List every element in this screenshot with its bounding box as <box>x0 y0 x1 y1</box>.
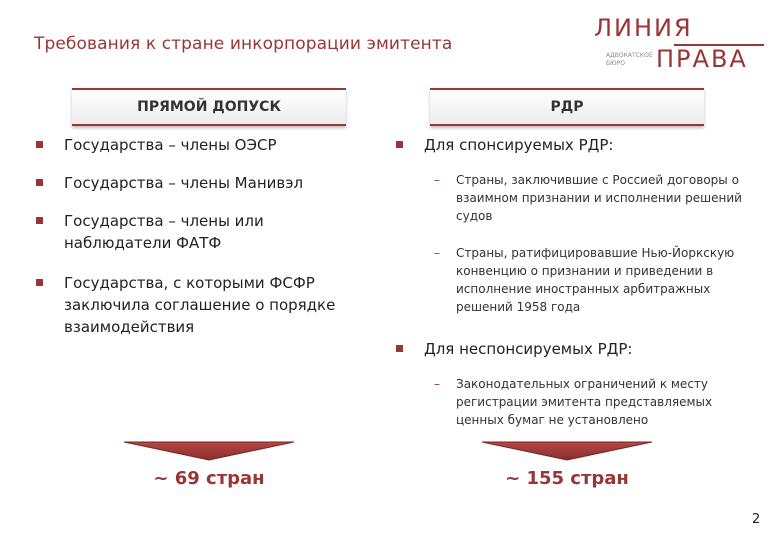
right-count-box <box>482 440 652 500</box>
bullet-marker-icon <box>36 179 43 186</box>
dash-marker-icon: – <box>434 246 440 260</box>
right-sub-bullet-text: Законодательных ограничений к месту регистрации эмитента представляемых ценных бумаг не установлено <box>456 377 713 427</box>
slide-title: Требования к стране инкорпорации эмитента <box>34 34 453 54</box>
right-bullet-text: Для неспонсируемых РДР: <box>424 340 633 358</box>
right-sub-bullet-no-limits <box>434 375 754 429</box>
right-sub-bullet-text: Страны, заключившие с Россией договоры о взаимном признании и исполнении решений судов <box>456 173 742 223</box>
logo-subtitle: АДВОКАТСКОЕ БЮРО <box>606 52 653 67</box>
right-bullet-sponsored <box>396 134 736 156</box>
right-sub-bullet-text: Страны, ратифицировавшие Нью-Йоркскую конвенцию о признании и приведении в исполнение иностранных арбитражных решений 1958 года <box>456 246 735 314</box>
bullet-marker-icon <box>36 141 43 148</box>
logo-word-bottom: ПРАВА <box>656 45 748 73</box>
company-logo <box>594 14 764 74</box>
left-bullet-oecd <box>36 134 356 156</box>
left-bullet-text: Государства, с которыми ФСФР заключила соглашение о порядке взаимодействия <box>64 274 336 336</box>
left-bullet-text: Государства – члены ОЭСР <box>64 136 277 154</box>
bullet-marker-icon <box>396 141 403 148</box>
right-sub-bullet-ny-convention <box>434 244 754 316</box>
right-bullet-text: Для спонсируемых РДР: <box>424 136 614 154</box>
header-rdr: РДР <box>430 88 704 126</box>
left-bullet-text: Государства – члены Манивэл <box>64 174 304 192</box>
dash-marker-icon: – <box>434 173 440 187</box>
right-sub-bullet-court <box>434 171 754 225</box>
left-bullet-moneyval <box>36 172 356 194</box>
bullet-marker-icon <box>396 345 403 352</box>
bullet-marker-icon <box>36 279 43 286</box>
right-count-label: ~ 155 стран <box>505 468 629 489</box>
header-direct-access: ПРЯМОЙ ДОПУСК <box>72 88 346 126</box>
page-number: 2 <box>752 512 761 527</box>
bullet-marker-icon <box>36 217 43 224</box>
logo-word-top: ЛИНИЯ <box>594 14 693 42</box>
left-bullet-fatf <box>36 210 336 254</box>
left-bullet-text: Государства – члены или наблюдатели ФАТФ <box>64 212 264 252</box>
left-bullet-fsfr <box>36 272 366 342</box>
dash-marker-icon: – <box>434 377 440 391</box>
right-bullet-unsponsored <box>396 338 736 360</box>
left-count-box <box>124 440 294 500</box>
left-count-label: ~ 69 стран <box>153 468 265 489</box>
